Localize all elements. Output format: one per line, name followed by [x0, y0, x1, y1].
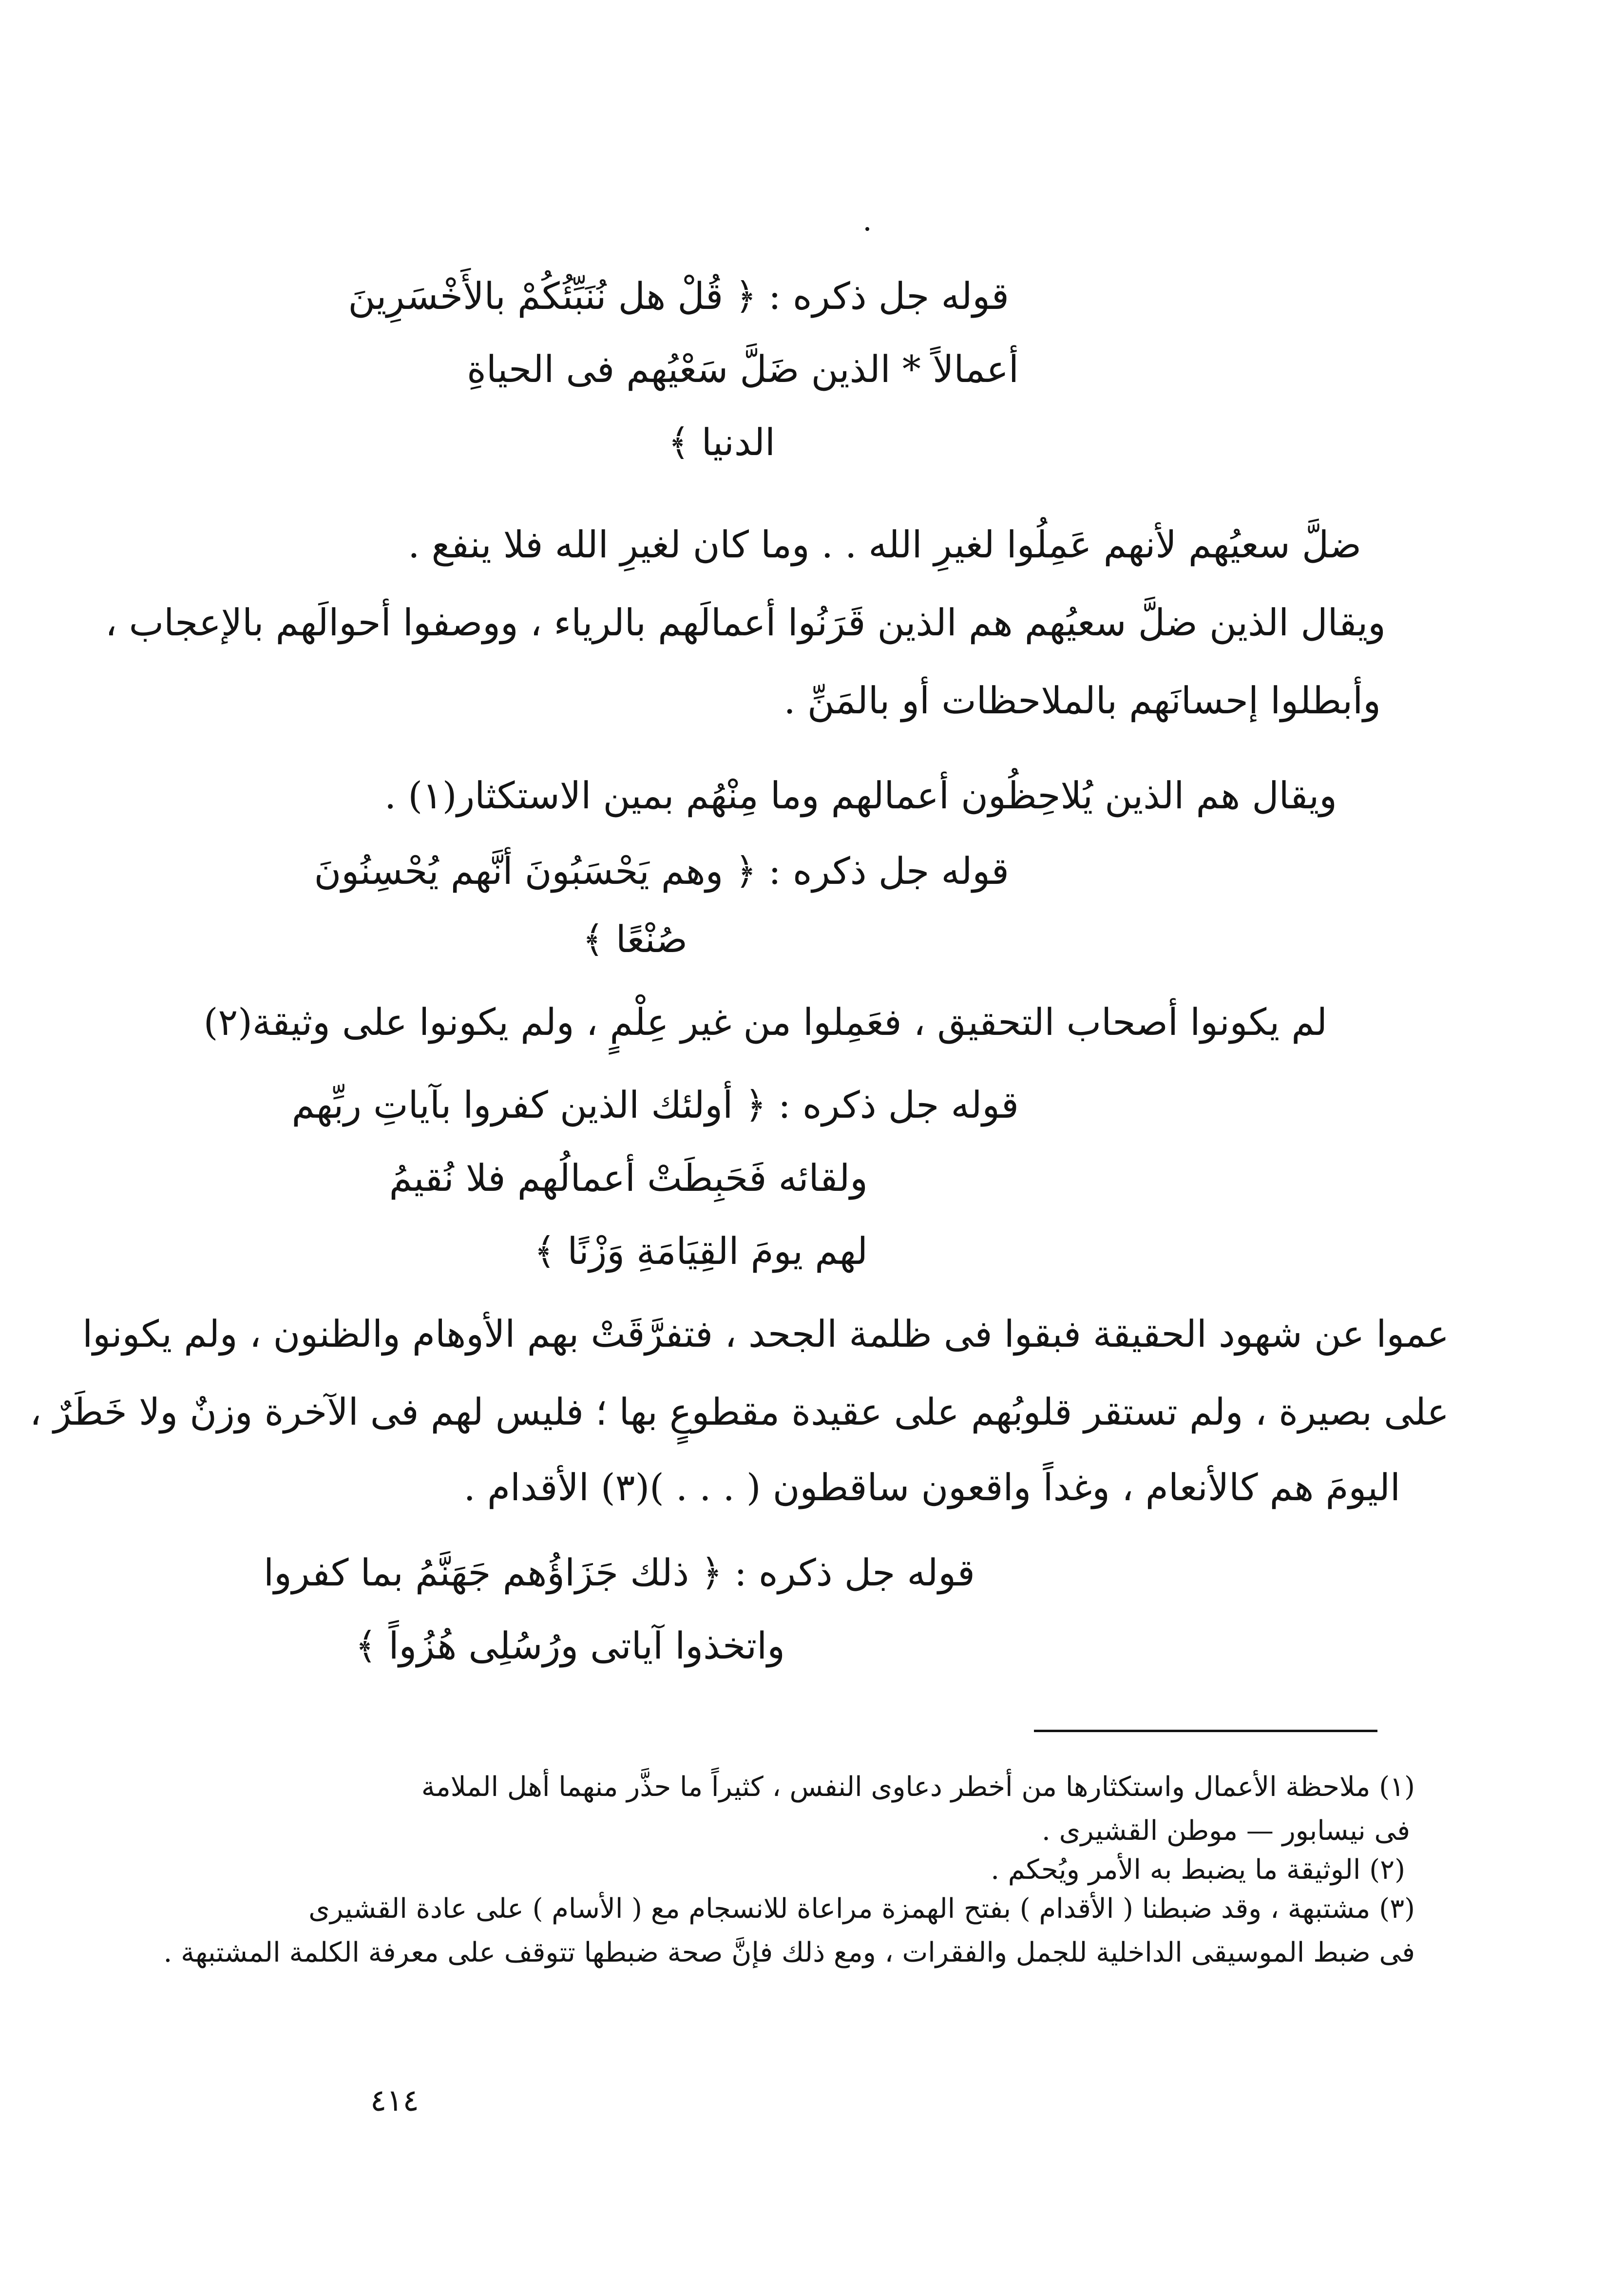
- verse-line: قوله جل ذكره : ﴿ ذلك جَزَاؤُهم جَهَنَّمُ بما كفروا: [264, 1551, 975, 1594]
- verse-line: قوله جل ذكره : ﴿ وهم يَحْسَبُونَ أنَّهم يُحْسِنُونَ: [314, 849, 1009, 893]
- commentary-line: ويقال هم الذين يُلاحِظُون أعمالهم وما مِنْهُم بمين الاستكثار(١) .: [384, 774, 1337, 817]
- verse-line: أعمالاً * الذين ضَلَّ سَعْيُهم فى الحياةِ: [467, 347, 1019, 391]
- commentary-line: لم يكونوا أصحاب التحقيق ، فعَمِلوا من غير عِلْمٍ ، ولم يكونوا على وثيقة(٢): [203, 1000, 1327, 1044]
- commentary-line: عموا عن شهود الحقيقة فبقوا فى ظلمة الجحد ، فتفرَّقَتْ بهم الأوهام والظنون ، ولم يكونوا: [82, 1312, 1449, 1356]
- footnote-line: فى ضبط الموسيقى الداخلية للجمل والفقرات ، ومع ذلك فإنَّ صحة ضبطها تتوقف على معرفة الكلمة المشتبهة .: [163, 1937, 1415, 1968]
- verse-line: قوله جل ذكره : ﴿ قُلْ هل نُنَبِّئُكُمْ بالأَخْسَرِينَ: [348, 274, 1009, 318]
- commentary-line: ضلَّ سعيُهم لأنهم عَمِلُوا لغيرِ الله . . وما كان لغيرِ الله فلا ينفع .: [408, 523, 1361, 566]
- commentary-line: وأبطلوا إحسانَهم بالملاحظات أو بالمَنِّ .: [783, 679, 1381, 722]
- verse-line: صُنْعًا ﴾: [582, 917, 688, 961]
- commentary-line: ويقال الذين ضلَّ سعيُهم هم الذين قَرَنُوا أعمالَهم بالرياء ، ووصفوا أحوالَهم بالإعجاب ،: [105, 601, 1386, 644]
- verse-line: واتخذوا آياتى ورُسُلِى هُزُواً ﴾: [355, 1624, 785, 1667]
- verse-line: الدنيا ﴾: [668, 420, 775, 464]
- verse-line: لهم يومَ القِيَامَةِ وَزْنًا ﴾: [534, 1229, 868, 1273]
- print-speck: [865, 227, 869, 231]
- footnote-line: فى نيسابور — موطن القشيرى .: [1042, 1815, 1410, 1847]
- footnote-line: (٣) مشتبهة ، وقد ضبطنا ( الأقدام ) بفتح الهمزة مراعاة للانسجام مع ( الأسام ) على عادة القشيرى: [308, 1893, 1415, 1925]
- page-number: ٤١٤: [370, 2082, 419, 2118]
- footnote-line: (١) ملاحظة الأعمال واستكثارها من أخطر دعاوى النفس ، كثيراً ما حذَّر منهما أهل الملامة: [421, 1771, 1415, 1803]
- footnote-line: (٢) الوثيقة ما يضبط به الأمر ويُحكم .: [991, 1854, 1405, 1886]
- verse-line: ولقائه فَحَبِطَتْ أعمالُهم فلا نُقيمُ: [389, 1156, 868, 1200]
- commentary-line: اليومَ هم كالأنعام ، وغداً واقعون ساقطون ( . . . )(٣) الأقدام .: [463, 1466, 1400, 1509]
- commentary-line: على بصيرة ، ولم تستقر قلوبُهم على عقيدة مقطوعٍ بها ؛ فليس لهم فى الآخرة وزنٌ ولا خَطَرٌ ،: [29, 1390, 1449, 1433]
- footnote-separator: [1034, 1730, 1377, 1732]
- verse-line: قوله جل ذكره : ﴿ أولئك الذين كفروا بآياتِ ربِّهم: [291, 1083, 1019, 1126]
